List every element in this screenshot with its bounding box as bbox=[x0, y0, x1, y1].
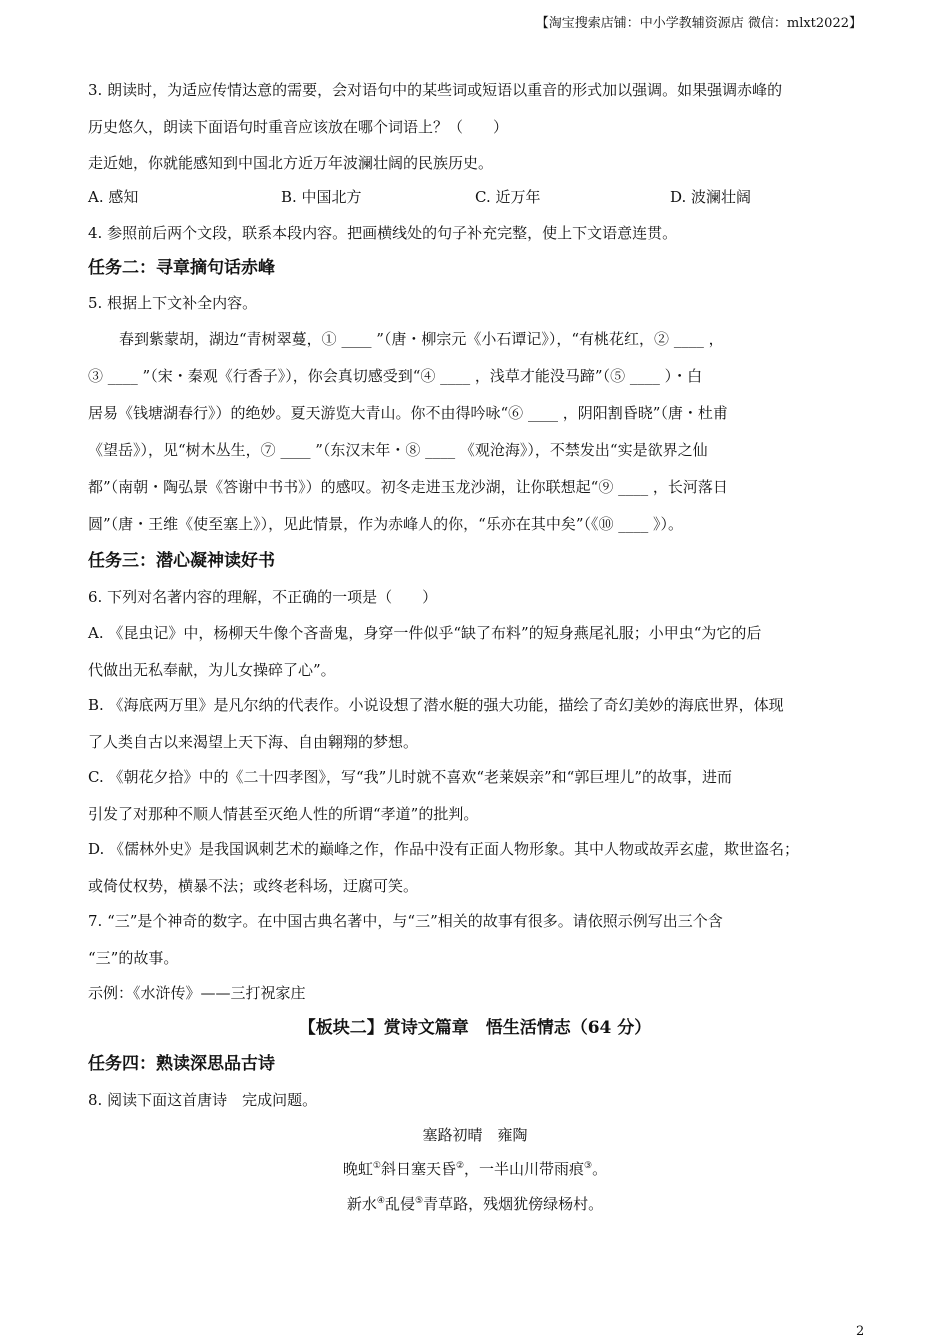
q6-option-c-line-2: 引发了对那种不顺人情甚至灭绝人性的所谓“孝道”的批判。 bbox=[88, 805, 479, 823]
q5-para-line-2: ③ ____ ”（宋・秦观《行香子》），你会真切感受到“④ ____ ，浅草才能没马蹄”（⑤ ____ ）・白 bbox=[88, 367, 703, 385]
q5-para-line-6: 圆”（唐・王维《使至塞上》），见此情景，作为赤峰人的你，“乐亦在其中矣”（《⑩ ____ 》）。 bbox=[88, 515, 684, 533]
q7-line-1: 7. “三”是个神奇的数字。在中国古典名著中，与“三”相关的故事有很多。请依照示例写出三个含 bbox=[88, 912, 723, 930]
q5-para-line-1: 春到紫蒙胡，湖边“青树翠蔓，① ____ ”（唐・柳宗元《小石谭记》），“有桃花红，② ____ ， bbox=[119, 330, 724, 348]
q7-line-2: “三”的故事。 bbox=[88, 949, 179, 967]
task2-title: 任务二：寻章摘句话赤峰 bbox=[88, 258, 275, 278]
poem-title: 塞路初晴 雍陶 bbox=[422, 1126, 528, 1144]
q3-option-b: B. 中国北方 bbox=[281, 188, 362, 206]
task4-title: 任务四：熟读深思品古诗 bbox=[88, 1054, 275, 1074]
q3-sentence: 走近她，你就能感知到中国北方近万年波澜壮阔的民族历史。 bbox=[88, 154, 494, 172]
page-number: 2 bbox=[856, 1324, 865, 1339]
q6-option-c-line-1: C. 《朝花夕拾》中的《二十四孝图》，写“我”儿时就不喜欢“老莱娱亲”和“郭巨埋儿”的故事，进而 bbox=[88, 768, 732, 786]
q6-option-b-line-1: B. 《海底两万里》是凡尔纳的代表作。小说设想了潜水艇的强大功能，描绘了奇幻美妙的海底世界，体现 bbox=[88, 696, 784, 714]
q3-option-a: A. 感知 bbox=[88, 188, 139, 206]
q6-option-d-line-1: D. 《儒林外史》是我国讽刺艺术的巅峰之作，作品中没有正面人物形象。其中人物或故弄玄虚，欺世盗名； bbox=[88, 840, 800, 858]
q6-option-b-line-2: 了人类自古以来渴望上天下海、自由翱翔的梦想。 bbox=[88, 733, 419, 751]
poem-line-2: 新水④乱侵⑤青草路，残烟犹傍绿杨村。 bbox=[346, 1195, 604, 1213]
q5-text: 5. 根据上下文补全内容。 bbox=[88, 294, 258, 312]
q6-text: 6. 下列对名著内容的理解，不正确的一项是（ ） bbox=[88, 588, 438, 606]
task3-title: 任务三：潜心凝神读好书 bbox=[88, 551, 275, 571]
q6-option-a-line-2: 代做出无私奉献，为儿女操碎了心”。 bbox=[88, 661, 336, 679]
q3-option-d: D. 波澜壮阔 bbox=[670, 188, 752, 206]
q7-example: 示例：《水浒传》——三打祝家庄 bbox=[88, 984, 306, 1002]
q3-line-1: 3. 朗读时，为适应传情达意的需要，会对语句中的某些词或短语以重音的形式加以强调。如果强调赤峰的 bbox=[88, 81, 783, 99]
q3-option-c: C. 近万年 bbox=[475, 188, 541, 206]
q4-text: 4. 参照前后两个文段，联系本段内容。把画横线处的句子补充完整，使上下文语意连贯。 bbox=[88, 224, 678, 242]
q6-option-a-line-1: A. 《昆虫记》中，杨柳天牛像个吝啬鬼，身穿一件似乎“缺了布料”的短身燕尾礼服；小甲虫“为它的后 bbox=[88, 624, 762, 642]
q5-para-line-5: 都”（南朝・陶弘景《答谢中书书》）的感叹。初冬走进玉龙沙湖，让你联想起“⑨ ____ ，长河落日 bbox=[88, 478, 728, 496]
q6-option-d-line-2: 或倚仗权势，横暴不法；或终老科场，迂腐可笑。 bbox=[88, 877, 419, 895]
page-header: 【淘宝搜索店铺：中小学教辅资源店 微信：mlxt2022】 bbox=[535, 16, 862, 31]
q3-line-2: 历史悠久，朗读下面语句时重音应该放在哪个词语上？（ ） bbox=[88, 118, 509, 136]
section2-title: 【板块二】赏诗文篇章 悟生活情志（64 分） bbox=[298, 1018, 652, 1038]
q8-text: 8. 阅读下面这首唐诗 完成问题。 bbox=[88, 1091, 318, 1109]
poem-line-1: 晚虹①斜日塞天昏②，一半山川带雨痕③。 bbox=[342, 1160, 608, 1178]
q5-para-line-3: 居易《钱塘湖春行》）的绝妙。夏天游览大青山。你不由得吟咏“⑥ ____ ，阴阳割昏晓”（唐・杜甫 bbox=[88, 404, 728, 422]
q5-para-line-4: 《望岳》），见“树木丛生，⑦ ____ ”（东汉末年・⑧ ____ 《观沧海》），不禁发出“实是欲界之仙 bbox=[88, 441, 708, 459]
